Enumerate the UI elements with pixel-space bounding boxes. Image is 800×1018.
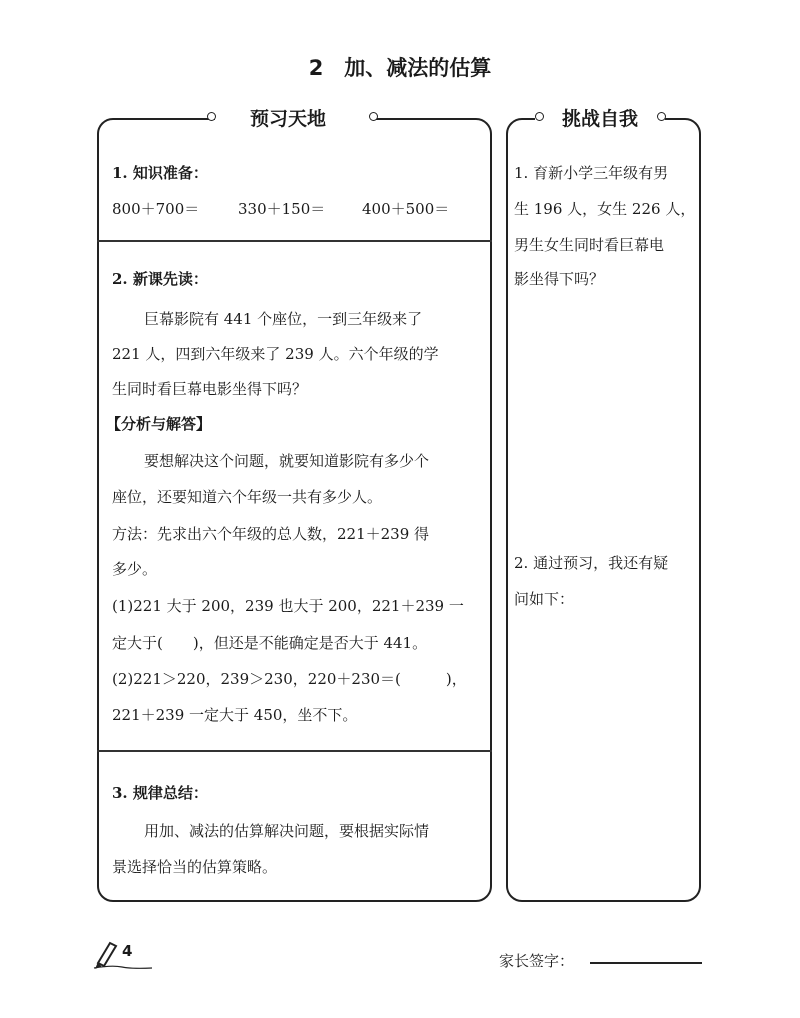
- text-line: 生同时看巨幕电影坐得下吗？: [112, 380, 308, 398]
- divider: [97, 240, 492, 242]
- text-line: 多少。: [112, 560, 158, 578]
- header-ornament: [535, 112, 544, 121]
- text-line: 方法：先求出六个年级的总人数，221＋239 得: [112, 525, 430, 543]
- question-line: 生 196 人，女生 226 人，: [514, 200, 696, 218]
- question-line: 影坐得下吗？: [514, 270, 605, 288]
- section2-heading: 2. 新课先读：: [112, 270, 208, 288]
- header-ornament: [657, 112, 666, 121]
- text-line: 221 人，四到六年级来了 239 人。六个年级的学: [112, 345, 439, 363]
- text-line: (2)221＞220，239＞230，220＋230＝( )，: [112, 670, 467, 688]
- equation: 800＋700＝: [112, 200, 200, 218]
- text-line: 221＋239 一定大于 450，坐不下。: [112, 706, 358, 724]
- analysis-heading: 【分析与解答】: [106, 415, 212, 433]
- section1-heading: 1. 知识准备：: [112, 164, 208, 182]
- signature-field[interactable]: [590, 962, 702, 964]
- equation: 330＋150＝: [238, 200, 326, 218]
- page-title: 2 加、减法的估算: [308, 56, 492, 80]
- question-line: 2. 通过预习，我还有疑: [514, 554, 669, 572]
- equation: 400＋500＝: [362, 200, 450, 218]
- text-line: 座位，还要知道六个年级一共有多少人。: [112, 488, 383, 506]
- text-line: 定大于( )，但还是不能确定是否大于 441。: [112, 634, 428, 652]
- text-line: 巨幕影院有 441 个座位，一到三年级来了: [144, 310, 423, 328]
- question-line: 男生女生同时看巨幕电: [514, 236, 665, 254]
- text-line: 用加、减法的估算解决问题，要根据实际情: [144, 822, 430, 840]
- section3-heading: 3. 规律总结：: [112, 784, 208, 802]
- left-panel-header: 预习天地: [244, 104, 332, 131]
- right-panel-header: 挑战自我: [556, 104, 644, 131]
- text-line: 要想解决这个问题，就要知道影院有多少个: [144, 452, 430, 470]
- text-line: (1)221 大于 200，239 也大于 200，221＋239 一: [112, 597, 464, 615]
- signature-label: 家长签字：: [499, 952, 575, 970]
- header-ornament: [207, 112, 216, 121]
- question-line: 1. 育新小学三年级有男: [514, 164, 669, 182]
- divider: [97, 750, 492, 752]
- page-number: 4: [122, 942, 133, 960]
- text-line: 景选择恰当的估算策略。: [112, 858, 278, 876]
- header-ornament: [369, 112, 378, 121]
- question-line: 问如下：: [514, 590, 575, 608]
